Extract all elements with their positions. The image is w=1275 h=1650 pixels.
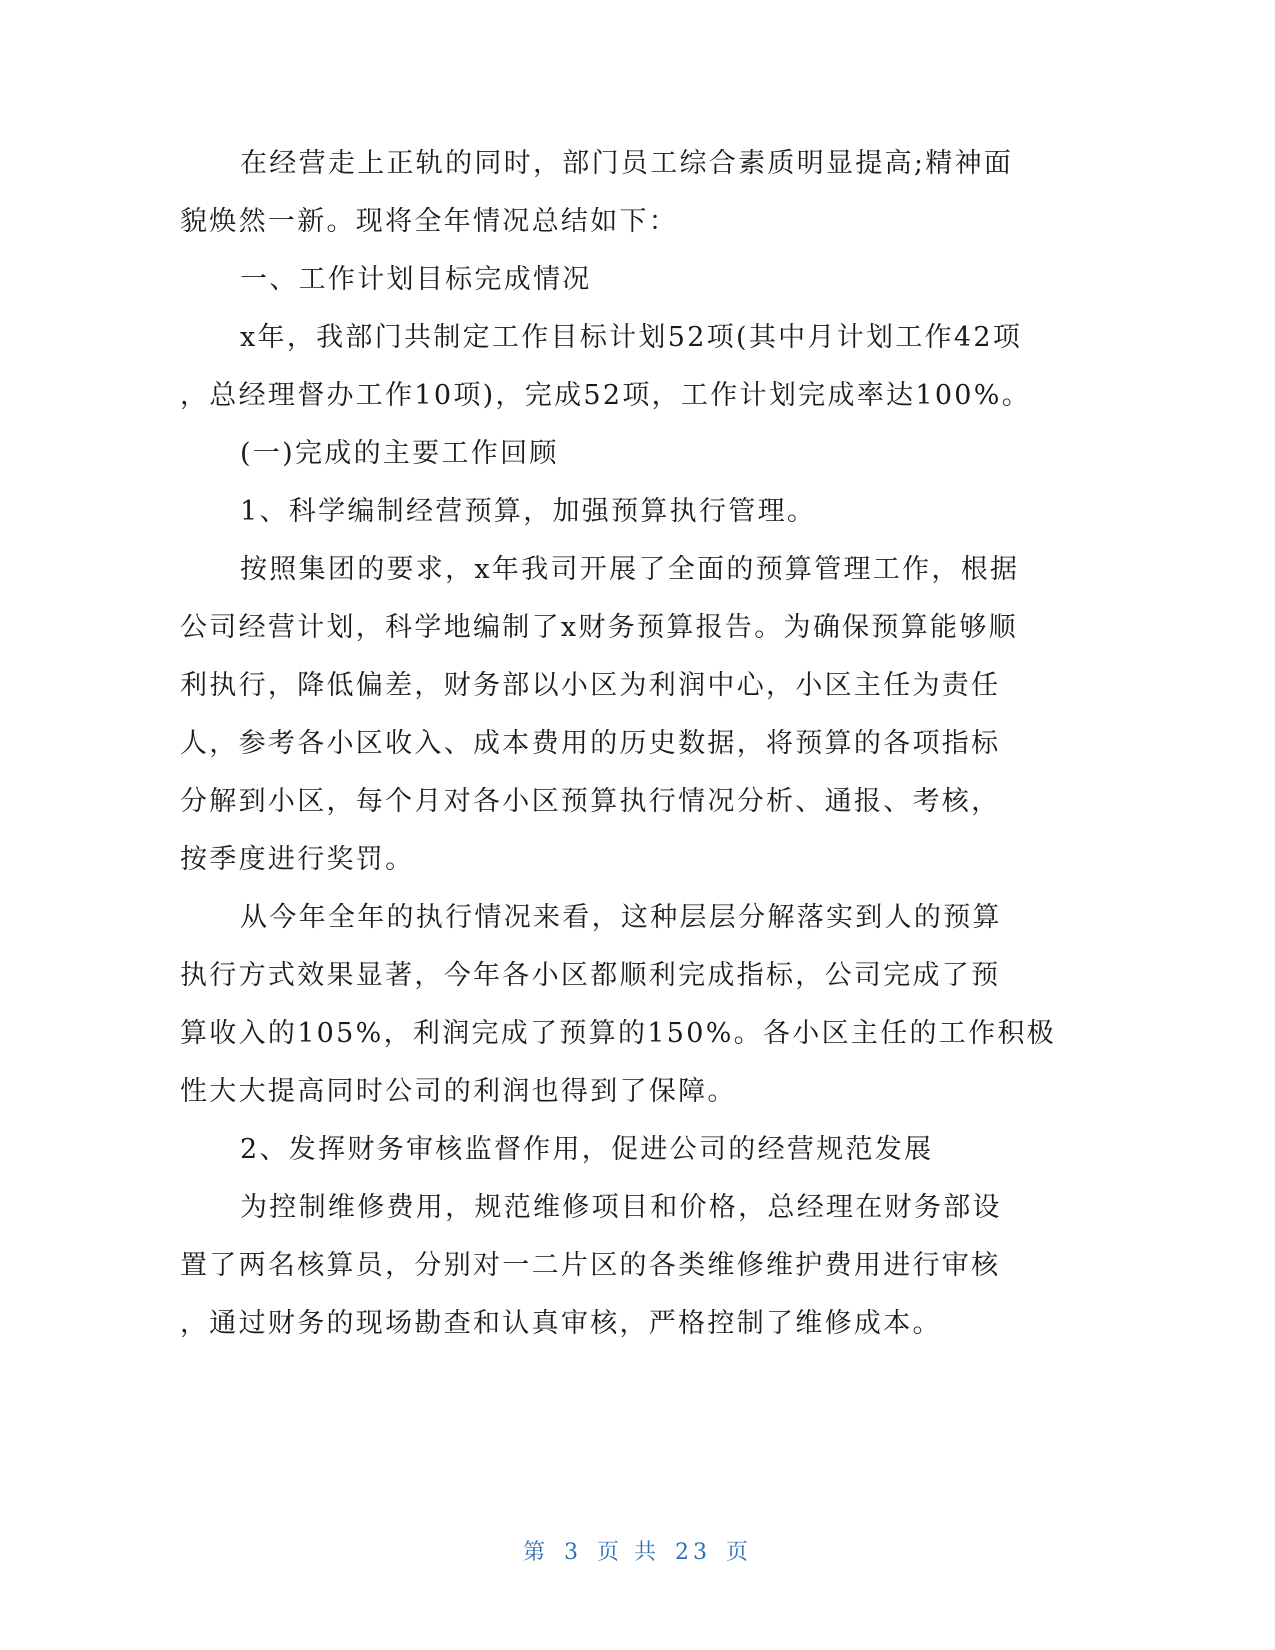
paragraph-line: 置了两名核算员，分别对一二片区的各类维修维护费用进行审核 xyxy=(180,1250,1001,1281)
paragraph-line: ，通过财务的现场勘查和认真审核，严格控制了维修成本。 xyxy=(180,1308,942,1339)
page-number-footer xyxy=(0,1535,1275,1566)
paragraph-line: x年，我部门共制定工作目标计划52项(其中月计划工作42项 xyxy=(240,322,1023,353)
paragraph-line: 利执行，降低偏差，财务部以小区为利润中心，小区主任为责任 xyxy=(180,670,1001,701)
section-heading: 一、工作计划目标完成情况 xyxy=(240,264,592,295)
current-page-number: 3 xyxy=(564,1540,582,1565)
footer-prefix: 第 xyxy=(522,1540,549,1565)
footer-suffix: 页 xyxy=(726,1540,753,1565)
paragraph-line: 执行方式效果显著，今年各小区都顺利完成指标，公司完成了预 xyxy=(180,960,1001,991)
document-body xyxy=(180,135,1056,1353)
paragraph-line: 分解到小区，每个月对各小区预算执行情况分析、通报、考核， xyxy=(180,786,1001,817)
paragraph-line: 在经营走上正轨的同时，部门员工综合素质明显提高;精神面 xyxy=(240,148,1014,179)
paragraph-line: 从今年全年的执行情况来看，这种层层分解落实到人的预算 xyxy=(240,902,1002,933)
total-pages-number: 23 xyxy=(675,1540,711,1565)
subsection-heading: (一)完成的主要工作回顾 xyxy=(240,438,559,469)
paragraph-line: 公司经营计划，科学地编制了x财务预算报告。为确保预算能够顺 xyxy=(180,612,1018,643)
paragraph-line: 为控制维修费用，规范维修项目和价格，总经理在财务部设 xyxy=(240,1192,1002,1223)
paragraph-line: 算收入的105%，利润完成了预算的150%。各小区主任的工作积极 xyxy=(180,1018,1056,1049)
paragraph-line: 貌焕然一新。现将全年情况总结如下： xyxy=(180,206,679,237)
footer-middle: 页 共 xyxy=(597,1540,660,1565)
paragraph-line: 按季度进行奖罚。 xyxy=(180,844,415,875)
paragraph-line: 性大大提高同时公司的利润也得到了保障。 xyxy=(180,1076,737,1107)
paragraph-line: ，总经理督办工作10项)，完成52项，工作计划完成率达100%。 xyxy=(180,380,1032,411)
item-heading: 1、科学编制经营预算，加强预算执行管理。 xyxy=(240,496,817,527)
paragraph-line: 人，参考各小区收入、成本费用的历史数据，将预算的各项指标 xyxy=(180,728,1001,759)
paragraph-line: 按照集团的要求，x年我司开展了全面的预算管理工作，根据 xyxy=(240,554,1020,585)
item-heading: 2、发挥财务审核监督作用，促进公司的经营规范发展 xyxy=(240,1134,934,1165)
